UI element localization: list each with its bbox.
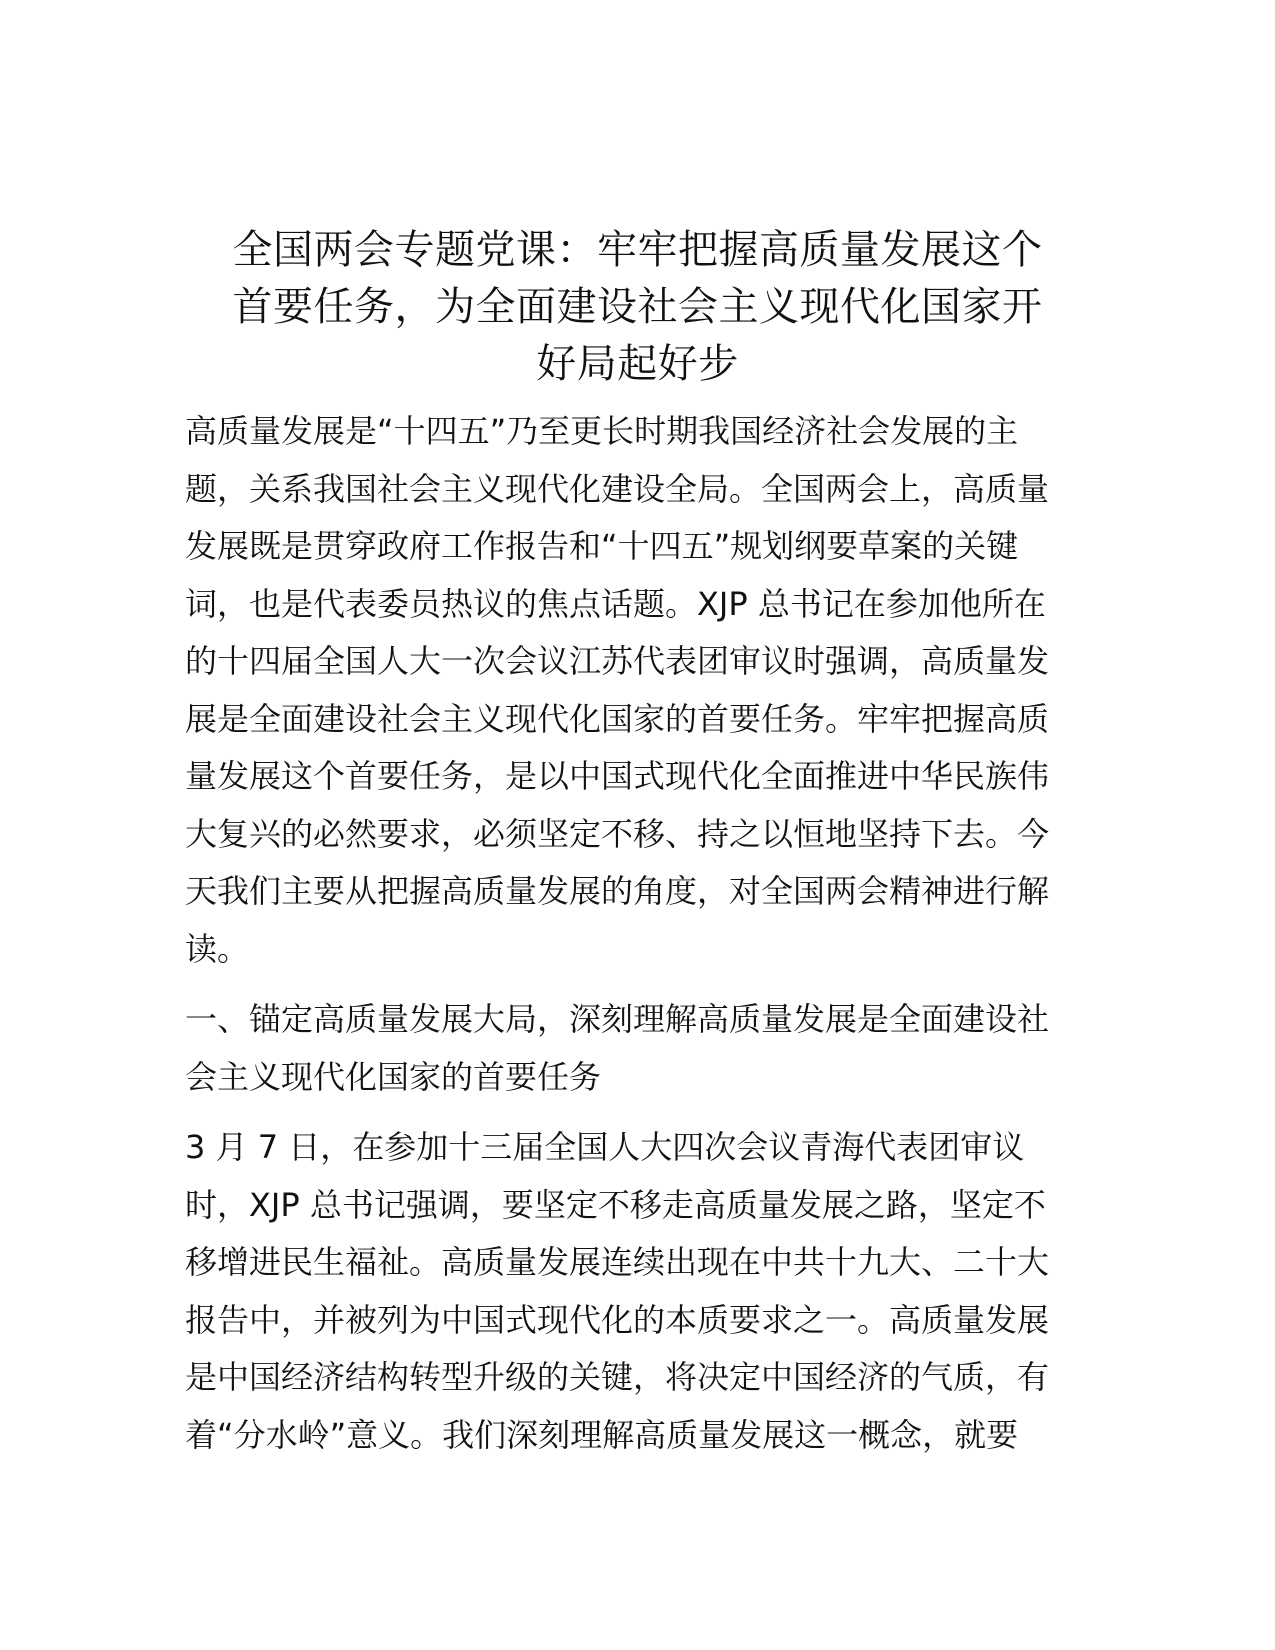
paragraph-line: 3 月 7 日，在参加十三届全国人大四次会议青海代表团审议 <box>185 1128 1025 1166</box>
paragraph-line: 天我们主要从把握高质量发展的角度，对全国两会精神进行解 <box>185 872 1050 910</box>
title-line: 首要任务，为全面建设社会主义现代化国家开 <box>232 284 1043 330</box>
section-heading <box>185 991 1090 1106</box>
paragraph-line: 时，XJP 总书记强调，要坚定不移走高质量发展之路，坚定不 <box>185 1185 1046 1224</box>
document-page <box>185 222 1090 1464</box>
title-line: 好局起好步 <box>536 341 739 387</box>
paragraph-line: 的十四届全国人大一次会议江苏代表团审议时强调，高质量发 <box>185 642 1050 680</box>
paragraph-line: 是中国经济结构转型升级的关键，将决定中国经济的气质，有 <box>185 1358 1050 1396</box>
paragraph-line: 量发展这个首要任务，是以中国式现代化全面推进中华民族伟 <box>185 757 1050 795</box>
paragraph-line: 大复兴的必然要求，必须坚定不移、持之以恒地坚持下去。今 <box>185 814 1050 853</box>
paragraph-line: 题，关系我国社会主义现代化建设全局。全国两会上，高质量 <box>185 469 1050 508</box>
paragraph-line: 报告中，并被列为中国式现代化的本质要求之一。高质量发展 <box>185 1300 1050 1339</box>
body-paragraph <box>185 1119 1090 1464</box>
heading-line: 会主义现代化国家的首要任务 <box>185 1057 602 1096</box>
paragraph-line: 移增进民生福祉。高质量发展连续出现在中共十九大、二十大 <box>185 1243 1050 1281</box>
intro-paragraph <box>185 403 1090 978</box>
title-line: 全国两会专题党课：牢牢把握高质量发展这个 <box>232 227 1043 273</box>
paragraph-line: 读。 <box>185 929 250 968</box>
paragraph-line: 高质量发展是“十四五”乃至更长时期我国经济社会发展的主 <box>185 412 1019 450</box>
paragraph-line: 发展既是贯穿政府工作报告和“十四五”规划纲要草案的关键 <box>185 527 1019 565</box>
heading-line: 一、锚定高质量发展大局，深刻理解高质量发展是全面建设社 <box>185 1000 1050 1038</box>
paragraph-line: 展是全面建设社会主义现代化国家的首要任务。牢牢把握高质 <box>185 699 1050 738</box>
document-title <box>185 222 1090 393</box>
paragraph-line: 词，也是代表委员热议的焦点话题。XJP 总书记在参加他所在 <box>185 584 1046 623</box>
paragraph-line: 着“分水岭”意义。我们深刻理解高质量发展这一概念，就要 <box>185 1415 1019 1454</box>
